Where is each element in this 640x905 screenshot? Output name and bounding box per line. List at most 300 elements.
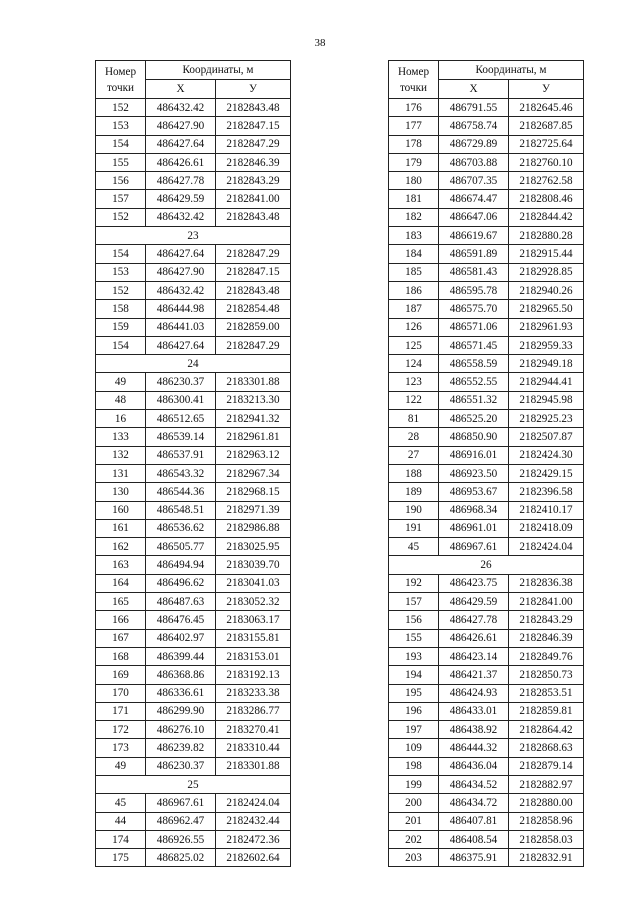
table-row [389,227,584,245]
table-row [96,538,291,556]
table-row [96,574,291,592]
table-row [96,647,291,665]
x-coordinate-cell: 486548.51 [146,501,216,519]
header-point-number [389,61,439,99]
y-coordinate-cell: 2182971.39 [216,501,291,519]
point-number-cell: 196 [389,702,439,720]
coordinates-table-right [388,60,584,867]
x-coordinate-cell: 486300.41 [146,391,216,409]
x-coordinate-cell: 486674.47 [439,190,509,208]
point-number-cell: 186 [389,281,439,299]
x-coordinate-cell: 486432.42 [146,281,216,299]
x-coordinate-cell: 486505.77 [146,538,216,556]
x-coordinate-cell: 486434.52 [439,775,509,793]
header-coordinates: Координаты, м [146,61,291,80]
table-row [96,739,291,757]
header-x: X [439,80,509,99]
y-coordinate-cell: 2182396.58 [509,483,584,501]
x-coordinate-cell: 486967.61 [146,794,216,812]
y-coordinate-cell: 2182843.48 [216,99,291,117]
point-number-cell: 27 [389,446,439,464]
point-number-cell: 183 [389,227,439,245]
y-coordinate-cell: 2182868.63 [509,739,584,757]
x-coordinate-cell: 486536.62 [146,519,216,537]
point-number-cell: 174 [96,830,146,848]
table-row [96,208,291,226]
x-coordinate-cell: 486595.78 [439,281,509,299]
x-coordinate-cell: 486953.67 [439,483,509,501]
x-coordinate-cell: 486427.64 [146,245,216,263]
point-number-cell: 171 [96,702,146,720]
y-coordinate-cell: 2183301.88 [216,757,291,775]
table-row [389,135,584,153]
x-coordinate-cell: 486825.02 [146,849,216,867]
point-number-cell: 28 [389,428,439,446]
y-coordinate-cell: 2182850.73 [509,666,584,684]
y-coordinate-cell: 2182844.42 [509,208,584,226]
y-coordinate-cell: 2182967.34 [216,464,291,482]
x-coordinate-cell: 486421.37 [439,666,509,684]
point-number-cell: 49 [96,373,146,391]
y-coordinate-cell: 2182986.88 [216,519,291,537]
section-number: 24 [96,355,291,373]
y-coordinate-cell: 2182808.46 [509,190,584,208]
table-row [389,153,584,171]
y-coordinate-cell: 2182847.29 [216,135,291,153]
table-row [96,172,291,190]
point-number-cell: 152 [96,281,146,299]
x-coordinate-cell: 486923.50 [439,464,509,482]
point-number-cell: 163 [96,556,146,574]
y-coordinate-cell: 2182849.76 [509,647,584,665]
y-coordinate-cell: 2182832.91 [509,849,584,867]
y-coordinate-cell: 2182847.29 [216,336,291,354]
table-row [96,410,291,428]
point-number-cell: 195 [389,684,439,702]
y-coordinate-cell: 2182859.81 [509,702,584,720]
x-coordinate-cell: 486575.70 [439,300,509,318]
x-coordinate-cell: 486551.32 [439,391,509,409]
y-coordinate-cell: 2182949.18 [509,355,584,373]
point-number-cell: 201 [389,812,439,830]
table-row [96,556,291,574]
table-row [389,281,584,299]
x-coordinate-cell: 486407.81 [439,812,509,830]
point-number-cell: 156 [96,172,146,190]
section-row [96,227,291,245]
header-coordinates: Координаты, м [439,61,584,80]
point-number-cell: 155 [389,629,439,647]
y-coordinate-cell: 2182841.00 [216,190,291,208]
y-coordinate-cell: 2183233.38 [216,684,291,702]
point-number-cell: 187 [389,300,439,318]
point-number-cell: 154 [96,245,146,263]
point-number-cell: 188 [389,464,439,482]
table-row [389,355,584,373]
table-row [389,501,584,519]
table-row [96,721,291,739]
y-coordinate-cell: 2182882.97 [509,775,584,793]
table-row [389,629,584,647]
section-number: 25 [96,775,291,793]
table-row [96,153,291,171]
x-coordinate-cell: 486427.90 [146,263,216,281]
y-coordinate-cell: 2182429.15 [509,464,584,482]
y-coordinate-cell: 2183286.77 [216,702,291,720]
table-row [96,830,291,848]
point-number-cell: 123 [389,373,439,391]
y-coordinate-cell: 2182847.15 [216,117,291,135]
y-coordinate-cell: 2182843.29 [216,172,291,190]
table-row [96,684,291,702]
x-coordinate-cell: 486433.01 [439,702,509,720]
table-row [389,373,584,391]
x-coordinate-cell: 486552.55 [439,373,509,391]
y-coordinate-cell: 2182424.04 [216,794,291,812]
point-number-cell: 198 [389,757,439,775]
table-row [96,245,291,263]
point-number-cell: 159 [96,318,146,336]
y-coordinate-cell: 2182762.58 [509,172,584,190]
y-coordinate-cell: 2182843.48 [216,281,291,299]
table-row [389,775,584,793]
table-row [96,483,291,501]
x-coordinate-cell: 486512.65 [146,410,216,428]
point-number-cell: 162 [96,538,146,556]
y-coordinate-cell: 2183039.70 [216,556,291,574]
table-row [96,318,291,336]
y-coordinate-cell: 2182853.51 [509,684,584,702]
table-row [389,336,584,354]
point-number-cell: 170 [96,684,146,702]
table-row [96,281,291,299]
table-body-left [96,99,291,867]
point-number-cell: 81 [389,410,439,428]
point-number-cell: 157 [96,190,146,208]
y-coordinate-cell: 2182859.00 [216,318,291,336]
point-number-cell: 203 [389,849,439,867]
table-row [96,812,291,830]
y-coordinate-cell: 2182941.32 [216,410,291,428]
table-row [389,190,584,208]
x-coordinate-cell: 486496.62 [146,574,216,592]
x-coordinate-cell: 486441.03 [146,318,216,336]
section-row [389,556,584,574]
section-row [96,775,291,793]
x-coordinate-cell: 486426.61 [146,153,216,171]
x-coordinate-cell: 486408.54 [439,830,509,848]
table-row [96,336,291,354]
x-coordinate-cell: 486230.37 [146,757,216,775]
table-row [389,263,584,281]
header-y: У [216,80,291,99]
y-coordinate-cell: 2182725.64 [509,135,584,153]
y-coordinate-cell: 2183310.44 [216,739,291,757]
table-row [389,721,584,739]
x-coordinate-cell: 486368.86 [146,666,216,684]
y-coordinate-cell: 2183153.01 [216,647,291,665]
header-y: У [509,80,584,99]
y-coordinate-cell: 2183025.95 [216,538,291,556]
y-coordinate-cell: 2183052.32 [216,593,291,611]
y-coordinate-cell: 2182965.50 [509,300,584,318]
point-number-cell: 197 [389,721,439,739]
y-coordinate-cell: 2182424.04 [509,538,584,556]
y-coordinate-cell: 2182841.00 [509,593,584,611]
point-number-cell: 44 [96,812,146,830]
table-row [389,172,584,190]
section-number: 26 [389,556,584,574]
x-coordinate-cell: 486571.06 [439,318,509,336]
table-row [389,757,584,775]
y-coordinate-cell: 2182944.41 [509,373,584,391]
point-number-cell: 172 [96,721,146,739]
point-number-cell: 158 [96,300,146,318]
x-coordinate-cell: 486426.61 [439,629,509,647]
point-number-cell: 154 [96,336,146,354]
x-coordinate-cell: 486336.61 [146,684,216,702]
y-coordinate-cell: 2182846.39 [509,629,584,647]
table-row [96,501,291,519]
y-coordinate-cell: 2182847.15 [216,263,291,281]
y-coordinate-cell: 2182843.29 [509,611,584,629]
table-row [96,629,291,647]
x-coordinate-cell: 486581.43 [439,263,509,281]
table-row [389,99,584,117]
point-number-cell: 48 [96,391,146,409]
table-row [389,739,584,757]
x-coordinate-cell: 486424.93 [439,684,509,702]
point-number-cell: 168 [96,647,146,665]
table-row [389,666,584,684]
point-number-cell: 45 [389,538,439,556]
point-number-cell: 153 [96,117,146,135]
point-number-cell: 166 [96,611,146,629]
x-coordinate-cell: 486429.59 [439,593,509,611]
y-coordinate-cell: 2182836.38 [509,574,584,592]
table-row [389,830,584,848]
y-coordinate-cell: 2183041.03 [216,574,291,592]
x-coordinate-cell: 486427.78 [146,172,216,190]
table-row [389,391,584,409]
x-coordinate-cell: 486375.91 [439,849,509,867]
x-coordinate-cell: 486487.63 [146,593,216,611]
x-coordinate-cell: 486429.59 [146,190,216,208]
x-coordinate-cell: 486427.64 [146,135,216,153]
point-number-cell: 125 [389,336,439,354]
point-number-cell: 153 [96,263,146,281]
table-row [96,373,291,391]
point-number-cell: 200 [389,794,439,812]
point-number-cell: 157 [389,593,439,611]
table-row [389,574,584,592]
point-number-cell: 173 [96,739,146,757]
table-row [389,428,584,446]
x-coordinate-cell: 486968.34 [439,501,509,519]
table-row [96,849,291,867]
point-number-cell: 191 [389,519,439,537]
table-row [389,812,584,830]
header-x: X [146,80,216,99]
table-row [389,446,584,464]
table-row [389,519,584,537]
point-number-cell: 161 [96,519,146,537]
table-row [389,794,584,812]
point-number-cell: 152 [96,99,146,117]
y-coordinate-cell: 2183063.17 [216,611,291,629]
table-row [389,647,584,665]
section-number: 23 [96,227,291,245]
point-number-cell: 130 [96,483,146,501]
y-coordinate-cell: 2183301.88 [216,373,291,391]
point-number-cell: 124 [389,355,439,373]
point-number-cell: 160 [96,501,146,519]
table-row [96,117,291,135]
point-number-cell: 167 [96,629,146,647]
y-coordinate-cell: 2182928.85 [509,263,584,281]
y-coordinate-cell: 2182940.26 [509,281,584,299]
table-row [389,684,584,702]
x-coordinate-cell: 486436.04 [439,757,509,775]
y-coordinate-cell: 2182432.44 [216,812,291,830]
table-body-right [389,99,584,867]
x-coordinate-cell: 486239.82 [146,739,216,757]
y-coordinate-cell: 2182760.10 [509,153,584,171]
point-number-cell: 184 [389,245,439,263]
x-coordinate-cell: 486427.78 [439,611,509,629]
table-row [96,611,291,629]
table-row [96,446,291,464]
x-coordinate-cell: 486423.14 [439,647,509,665]
y-coordinate-cell: 2182424.30 [509,446,584,464]
point-number-cell: 109 [389,739,439,757]
y-coordinate-cell: 2182963.12 [216,446,291,464]
y-coordinate-cell: 2182925.23 [509,410,584,428]
point-number-cell: 193 [389,647,439,665]
x-coordinate-cell: 486427.64 [146,336,216,354]
x-coordinate-cell: 486299.90 [146,702,216,720]
x-coordinate-cell: 486916.01 [439,446,509,464]
x-coordinate-cell: 486571.45 [439,336,509,354]
point-number-cell: 178 [389,135,439,153]
y-coordinate-cell: 2182968.15 [216,483,291,501]
point-number-cell: 156 [389,611,439,629]
x-coordinate-cell: 486539.14 [146,428,216,446]
table-row [96,135,291,153]
x-coordinate-cell: 486525.20 [439,410,509,428]
x-coordinate-cell: 486444.98 [146,300,216,318]
point-number-cell: 133 [96,428,146,446]
table-row [96,593,291,611]
point-number-cell: 169 [96,666,146,684]
y-coordinate-cell: 2182843.48 [216,208,291,226]
table-row [96,702,291,720]
point-number-cell: 131 [96,464,146,482]
x-coordinate-cell: 486967.61 [439,538,509,556]
point-number-cell: 202 [389,830,439,848]
y-coordinate-cell: 2182645.46 [509,99,584,117]
header-point-number-line2: точки [399,81,428,94]
x-coordinate-cell: 486544.36 [146,483,216,501]
section-row [96,355,291,373]
x-coordinate-cell: 486647.06 [439,208,509,226]
x-coordinate-cell: 486427.90 [146,117,216,135]
header-point-number-line1: Номер [397,65,430,78]
y-coordinate-cell: 2183213.30 [216,391,291,409]
y-coordinate-cell: 2182472.36 [216,830,291,848]
x-coordinate-cell: 486591.89 [439,245,509,263]
table-row [96,99,291,117]
point-number-cell: 45 [96,794,146,812]
point-number-cell: 194 [389,666,439,684]
x-coordinate-cell: 486791.55 [439,99,509,117]
table-row [96,757,291,775]
point-number-cell: 155 [96,153,146,171]
point-number-cell: 182 [389,208,439,226]
table-row [96,391,291,409]
point-number-cell: 175 [96,849,146,867]
x-coordinate-cell: 486707.35 [439,172,509,190]
y-coordinate-cell: 2182602.64 [216,849,291,867]
table-row [96,666,291,684]
table-row [389,538,584,556]
y-coordinate-cell: 2182959.33 [509,336,584,354]
x-coordinate-cell: 486276.10 [146,721,216,739]
point-number-cell: 185 [389,263,439,281]
y-coordinate-cell: 2182961.81 [216,428,291,446]
point-number-cell: 181 [389,190,439,208]
y-coordinate-cell: 2182687.85 [509,117,584,135]
x-coordinate-cell: 486444.32 [439,739,509,757]
table-row [96,190,291,208]
point-number-cell: 180 [389,172,439,190]
table-row [389,245,584,263]
point-number-cell: 164 [96,574,146,592]
y-coordinate-cell: 2182847.29 [216,245,291,263]
x-coordinate-cell: 486434.72 [439,794,509,812]
table-row [389,208,584,226]
page-number: 38 [314,37,326,49]
y-coordinate-cell: 2182879.14 [509,757,584,775]
table-row [96,300,291,318]
x-coordinate-cell: 486537.91 [146,446,216,464]
point-number-cell: 49 [96,757,146,775]
table-row [389,318,584,336]
point-number-cell: 177 [389,117,439,135]
x-coordinate-cell: 486962.47 [146,812,216,830]
point-number-cell: 199 [389,775,439,793]
x-coordinate-cell: 486432.42 [146,208,216,226]
x-coordinate-cell: 486432.42 [146,99,216,117]
point-number-cell: 189 [389,483,439,501]
x-coordinate-cell: 486438.92 [439,721,509,739]
table-row [96,263,291,281]
point-number-cell: 132 [96,446,146,464]
x-coordinate-cell: 486926.55 [146,830,216,848]
y-coordinate-cell: 2182915.44 [509,245,584,263]
table-row [389,702,584,720]
y-coordinate-cell: 2182858.96 [509,812,584,830]
x-coordinate-cell: 486494.94 [146,556,216,574]
table-row [389,611,584,629]
table-row [96,794,291,812]
x-coordinate-cell: 486850.90 [439,428,509,446]
point-number-cell: 152 [96,208,146,226]
table-row [389,300,584,318]
table-row [389,410,584,428]
header-point-number-line1: Номер [104,65,137,78]
y-coordinate-cell: 2182945.98 [509,391,584,409]
